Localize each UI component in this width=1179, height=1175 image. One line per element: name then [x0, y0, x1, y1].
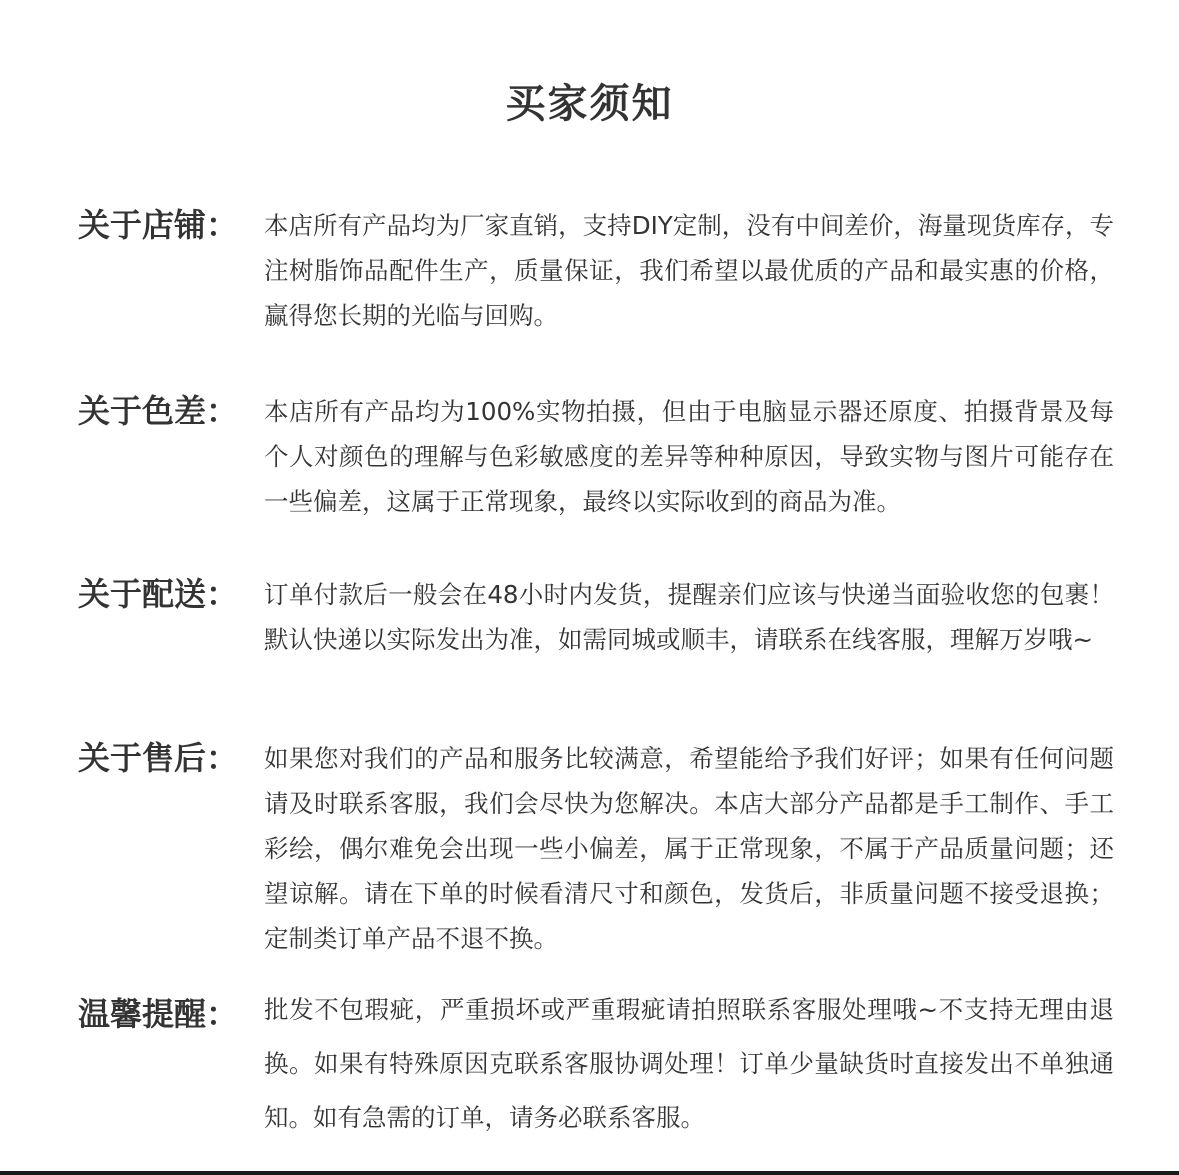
section-text: 如果您对我们的产品和服务比较满意，希望能给予我们好评；如果有任何问题请及时联系客服，我们会尽快为您解决。本店大部分产品都是手工制作、手工彩绘，偶尔难免会出现一些小偏差，属于正常现象，不属于产品质量问题；还望谅解。请在下单的时候看清尺寸和颜色，发货后，非质量问题不接受退换；定制类订单产品不退不换。 — [264, 744, 1114, 953]
section-text: 批发不包瑕疵，严重损坏或严重瑕疵请拍照联系客服处理哦~不支持无理由退换。如果有特殊原因克联系客服协调处理！订单少量缺货时直接发出不单独通知。如有急需的订单，请务必联系客服。 — [264, 995, 1114, 1132]
section-label: 关于色差： — [78, 392, 239, 430]
section-text: 本店所有产品均为100%实物拍摄，但由于电脑显示器还原度、拍摄背景及每个人对颜色的理解与色彩敏感度的差异等种种原因，导致实物与图片可能存在一些偏差，这属于正常现象，最终以实际收到的商品为准。 — [264, 397, 1114, 516]
section-text: 订单付款后一般会在48小时内发货，提醒亲们应该与快递当面验收您的包裹！默认快递以实际发出为准，如需同城或顺丰，请联系在线客服，理解万岁哦~ — [264, 580, 1114, 654]
section-label: 温馨提醒： — [78, 995, 239, 1033]
section-label: 关于店铺： — [78, 206, 239, 244]
section-label: 关于售后： — [78, 739, 239, 777]
bottom-divider — [0, 1171, 1179, 1175]
section-label: 关于配送： — [78, 575, 239, 613]
page-title: 买家须知 — [505, 81, 674, 127]
section-text: 本店所有产品均为厂家直销，支持DIY定制，没有中间差价，海量现货库存，专注树脂饰品配件生产，质量保证，我们希望以最优质的产品和最实惠的价格，赢得您长期的光临与回购。 — [264, 211, 1114, 330]
